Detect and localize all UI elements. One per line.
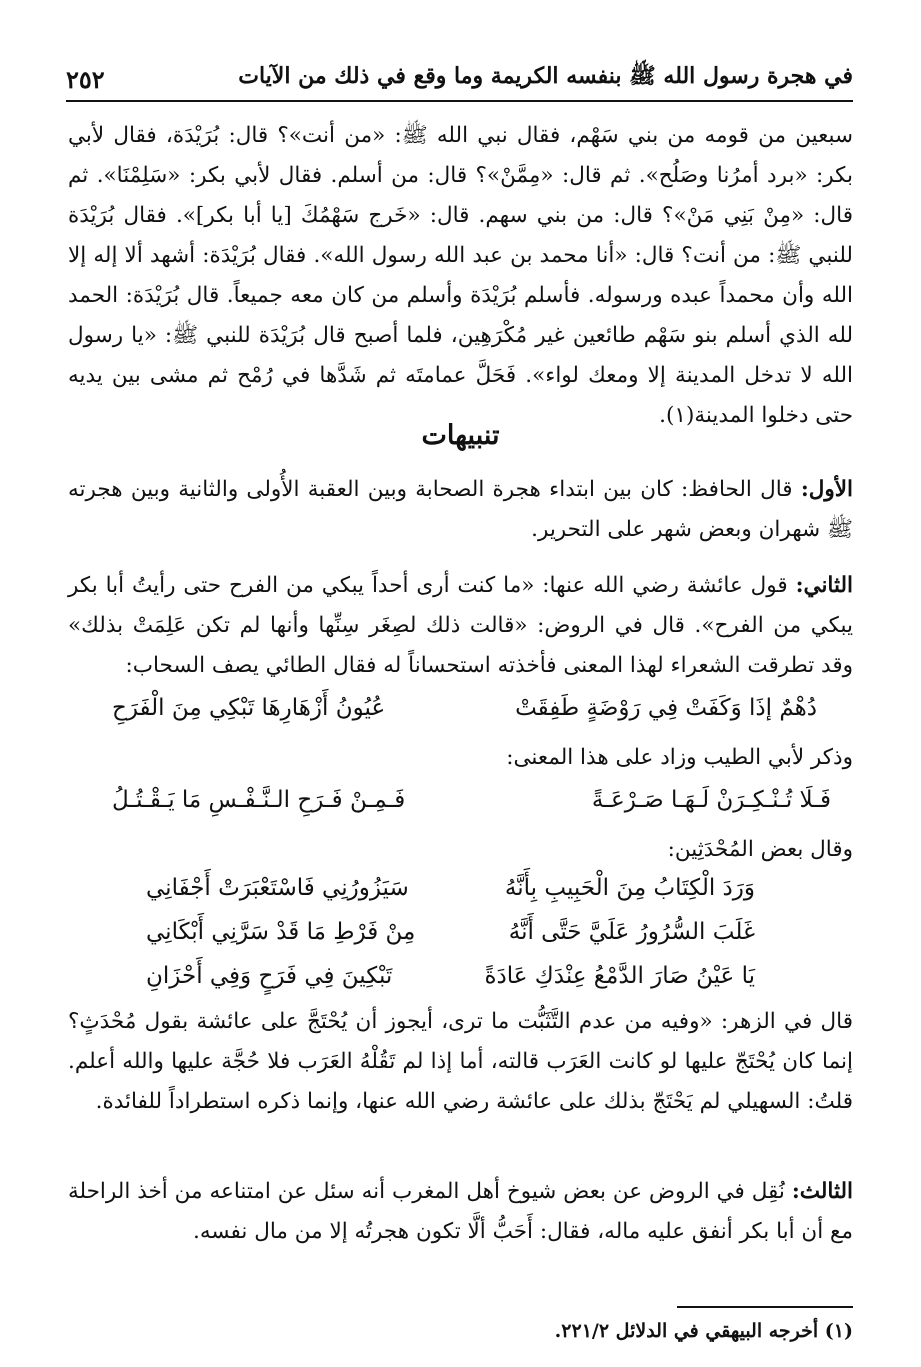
note-text-third: نُقِل في الروض عن بعض شيوخ أهل المغرب أنه سئل عن امتناعه من أخذ الراحلة مع أن أبا بكر أنفق عليه ماله، فقال: أَحَبُّ ألَّا تكون هجرتُه إلا من مال نفسه. xyxy=(68,1179,853,1244)
verse-muhdathin-2 xyxy=(146,912,755,952)
footnote: (١) أخرجه البيهقي في الدلائل ٢٢١/٢. xyxy=(554,1320,853,1342)
verse-muhdathin-3 xyxy=(146,956,755,996)
header-rule xyxy=(66,100,853,102)
verse-abi-tayyib xyxy=(112,780,831,820)
running-title: في هجرة رسول الله ﷺ بنفسه الكريمة وما وقع في ذلك من الآيات xyxy=(238,63,853,89)
paragraph-text: سبعين من قومه من بني سَهْم، فقال نبي الله ﷺ: «من أنت»؟ قال: بُرَيْدَة، فقال لأبي بكر: «برد أمرُنا وصَلُح». ثم قال: «مِمَّنْ»؟ قال: من أسلم. فقال لأبي بكر: «سَلِمْنَا». ثم قال: «مِنْ بَنِي مَنْ»؟ قال: من بني سهم. قال: «خَرج سَهْمُكَ [يا أبا بكر]». فقال بُرَيْدَة للنبي ﷺ: من أنت؟ قال: «أنا محمد بن عبد الله رسول الله». فقال بُرَيْدَة: أشهد ألا إله إلا الله وأن محمداً عبده ورسوله. فأسلم بُرَيْدَة وأسلم من كان معه جميعاً. قال بُرَيْدَة: الحمد لله الذي أسلم بنو سَهْم طائعين غير مُكْرَهِين، فلما أصبح قال بُرَيْدَة للنبي ﷺ: «يا رسول الله لا تدخل المدينة إلا ومعك لواء». فَحَلَّ عمامتَه ثم شَدَّها في رُمْح ثم مشى بين يديه حتى دخلوا المدينة(١). xyxy=(68,123,853,428)
verse-hemistich-first: يَا عَيْنُ صَارَ الدَّمْعُ عِنْدَكِ عَادَةً xyxy=(484,963,755,989)
verse-al-tai xyxy=(112,688,817,728)
note-text-first: قال الحافظ: كان بين ابتداء هجرة الصحابة وبين العقبة الأُولى والثانية وبين هجرته ﷺ شهران وبعض شهر على التحرير. xyxy=(68,477,853,542)
note-first xyxy=(68,470,853,550)
paragraph-zahr xyxy=(68,1002,853,1122)
note-third xyxy=(68,1172,853,1252)
paragraph-text: قال في الزهر: «وفيه من عدم التَّثَبُّت ما ترى، أيجوز أن يُحْتَجَّ على عائشة بقول مُحْدَثٍ؟ إنما كان يُحْتَجّ عليها لو كانت العَرَب قالته، أما إذا لم تَقُلْهُ العَرَب فلا حُجَّة عليها والله أعلم. قلتُ: السهيلي لم يَحْتَجّ بذلك على عائشة رضي الله عنها، وإنما ذكره استطراداً للفائدة. xyxy=(68,1009,853,1114)
section-heading: تنبيهات xyxy=(421,420,500,451)
line-abi-tayyib xyxy=(68,738,853,778)
paragraph-hijra-story xyxy=(68,116,853,436)
line-muhdathin xyxy=(68,830,853,870)
line-text: وقال بعض المُحْدَثِين: xyxy=(667,837,853,862)
verse-hemistich-second: تَبْكِينَ فِي فَرَحٍ وَفِي أَحْزَانِ xyxy=(146,963,393,989)
verse-hemistich-second: مِنْ فَرْطِ مَا قَدْ سَرَّنِي أَبْكَانِي xyxy=(146,919,416,945)
verse-hemistich-second: فَـمِـنْ فَـرَحِ الـنَّـفْـسِ مَا يَـقْـتُـلُ xyxy=(112,787,406,813)
verse-hemistich-second: سَيَزُورُنِي فَاسْتَعْبَرَتْ أَجْفَانِي xyxy=(146,875,409,901)
note-label-second: الثاني: xyxy=(795,573,853,598)
verse-hemistich-first: دُهْمٌ إذَا وَكَفَتْ فِي رَوْضَةٍ طَفِقَتْ xyxy=(515,695,817,721)
page-number: ٢٥٢ xyxy=(66,65,105,94)
verse-muhdathin-1 xyxy=(146,868,755,908)
verse-hemistich-first: وَرَدَ الْكِتَابُ مِنَ الْحَبِيبِ بِأَنَّهُ xyxy=(504,875,755,901)
note-text-second: قول عائشة رضي الله عنها: «ما كنت أرى أحداً يبكي من الفرح حتى رأيتُ أبا بكر يبكي من الفرح». قال في الروض: «قالت ذلك لصِغَر سِنِّها وأنها لم تكن عَلِمَتْ بذلك» وقد تطرقت الشعراء لهذا المعنى فأخذته استحساناً له فقال الطائي يصف السحاب: xyxy=(68,573,853,678)
running-header xyxy=(66,56,853,94)
footnote-rule xyxy=(677,1306,853,1308)
verse-hemistich-second: عُيُونُ أَزْهَارِهَا تَبْكِي مِنَ الْفَرَحِ xyxy=(112,695,386,721)
note-second xyxy=(68,566,853,686)
verse-hemistich-first: فَـلَا تُـنْـكِـرَنْ لَـهَـا صَـرْعَـةً xyxy=(591,787,831,813)
note-label-first: الأول: xyxy=(800,477,853,502)
verse-hemistich-first: غَلَبَ السُّرُورُ عَلَيَّ حَتَّى أَنَّهُ xyxy=(508,919,755,945)
line-text: وذكر لأبي الطيب وزاد على هذا المعنى: xyxy=(506,745,853,770)
note-label-third: الثالث: xyxy=(791,1179,853,1204)
